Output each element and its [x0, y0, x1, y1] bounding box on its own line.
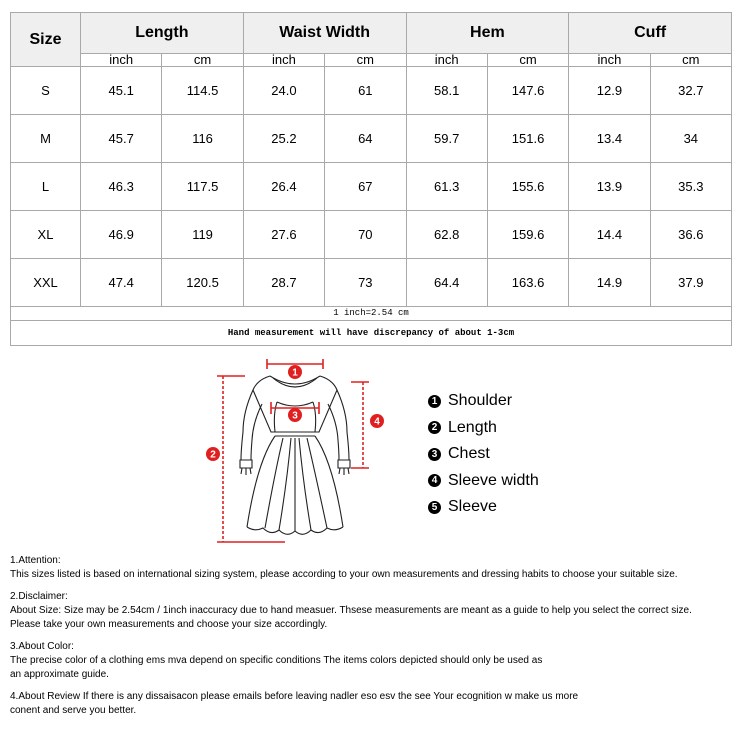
size-chart-table	[10, 12, 732, 346]
value-cell: 24.0	[243, 67, 324, 115]
value-cell: 46.3	[81, 163, 162, 211]
header-cuff: Cuff	[569, 13, 732, 54]
value-cell: 147.6	[487, 67, 568, 115]
note-about-color	[10, 640, 748, 682]
value-cell: 45.7	[81, 115, 162, 163]
legend-label: Chest	[448, 445, 490, 463]
value-cell: 58.1	[406, 67, 487, 115]
unit-cell: inch	[243, 54, 324, 67]
note-text: Please take your own measurements and choose your size accordingly.	[10, 619, 328, 630]
value-cell: 27.6	[243, 211, 324, 259]
unit-cell: inch	[569, 54, 650, 67]
unit-cell: cm	[650, 54, 731, 67]
marker-length	[206, 447, 220, 461]
measurement-legend	[428, 388, 539, 521]
dress-measurement-diagram	[205, 352, 400, 552]
value-cell: 119	[162, 211, 243, 259]
value-cell: 64	[325, 115, 406, 163]
note-text: 4.About Review If there is any dissaisacon please emails before leaving nadler eso esv the see Your ecognition w make us more	[10, 691, 579, 702]
size-cell: XL	[11, 211, 81, 259]
discrepancy-note-row	[11, 321, 732, 346]
value-cell: 116	[162, 115, 243, 163]
legend-item-sleeve	[428, 494, 539, 521]
size-cell: L	[11, 163, 81, 211]
marker-shoulder	[288, 365, 302, 379]
table-row	[11, 67, 732, 115]
value-cell: 12.9	[569, 67, 650, 115]
value-cell: 155.6	[487, 163, 568, 211]
table-row	[11, 115, 732, 163]
legend-label: Length	[448, 418, 497, 436]
unit-cell: cm	[162, 54, 243, 67]
value-cell: 47.4	[81, 259, 162, 307]
value-cell: 163.6	[487, 259, 568, 307]
size-cell: M	[11, 115, 81, 163]
legend-label: Sleeve width	[448, 471, 539, 489]
value-cell: 45.1	[81, 67, 162, 115]
value-cell: 34	[650, 115, 731, 163]
marker-chest	[288, 408, 302, 422]
value-cell: 61	[325, 67, 406, 115]
size-cell: S	[11, 67, 81, 115]
conversion-note: 1 inch=2.54 cm	[11, 307, 732, 321]
note-about-review	[10, 690, 748, 718]
note-text: an approximate guide.	[10, 669, 109, 680]
note-disclaimer	[10, 590, 748, 632]
unit-cell: inch	[406, 54, 487, 67]
note-title: 2.Disclaimer:	[10, 591, 68, 602]
note-text: The precise color of a clothing ems mva depend on specific conditions The items colors depicted should only be used as	[10, 655, 543, 666]
value-cell: 59.7	[406, 115, 487, 163]
legend-label: Shoulder	[448, 392, 513, 410]
table-row	[11, 259, 732, 307]
value-cell: 67	[325, 163, 406, 211]
header-length: Length	[81, 13, 244, 54]
value-cell: 35.3	[650, 163, 731, 211]
value-cell: 26.4	[243, 163, 324, 211]
legend-item-length	[428, 415, 539, 442]
legend-number-badge: 3	[428, 448, 441, 461]
legend-item-chest	[428, 441, 539, 468]
legend-number-badge: 2	[428, 421, 441, 434]
unit-cell: cm	[325, 54, 406, 67]
value-cell: 120.5	[162, 259, 243, 307]
value-cell: 13.4	[569, 115, 650, 163]
value-cell: 13.9	[569, 163, 650, 211]
note-title: 1.Attention:	[10, 555, 61, 566]
value-cell: 61.3	[406, 163, 487, 211]
value-cell: 46.9	[81, 211, 162, 259]
value-cell: 114.5	[162, 67, 243, 115]
marker-sleeve-width	[370, 414, 384, 428]
note-text: About Size: Size may be 2.54cm / 1inch inaccuracy due to hand measuer. Thsese measurements are meant as a guide to help you select the correct size.	[10, 605, 692, 616]
notes-section	[10, 554, 748, 726]
header-hem: Hem	[406, 13, 569, 54]
marker-4-label: 4	[374, 416, 380, 428]
value-cell: 37.9	[650, 259, 731, 307]
value-cell: 14.4	[569, 211, 650, 259]
marker-2-label: 2	[210, 449, 216, 461]
size-cell: XXL	[11, 259, 81, 307]
legend-label: Sleeve	[448, 498, 497, 516]
table-row	[11, 211, 732, 259]
marker-3-label: 3	[292, 410, 298, 422]
value-cell: 159.6	[487, 211, 568, 259]
legend-item-shoulder	[428, 388, 539, 415]
value-cell: 70	[325, 211, 406, 259]
legend-number-badge: 1	[428, 395, 441, 408]
note-text: conent and serve you better.	[10, 705, 137, 716]
table-header-row	[11, 13, 732, 54]
header-waist-width: Waist Width	[243, 13, 406, 54]
value-cell: 62.8	[406, 211, 487, 259]
note-title: 3.About Color:	[10, 641, 74, 652]
unit-cell: inch	[81, 54, 162, 67]
table-row	[11, 163, 732, 211]
legend-item-sleeve-width	[428, 468, 539, 495]
legend-number-badge: 5	[428, 501, 441, 514]
note-attention	[10, 554, 748, 582]
conversion-note-row	[11, 307, 732, 321]
value-cell: 32.7	[650, 67, 731, 115]
discrepancy-note: Hand measurement will have discrepancy of about 1-3cm	[11, 321, 732, 346]
value-cell: 14.9	[569, 259, 650, 307]
marker-1-label: 1	[292, 367, 298, 379]
unit-cell: cm	[487, 54, 568, 67]
value-cell: 28.7	[243, 259, 324, 307]
note-text: This sizes listed is based on international sizing system, please according to your own measurements and dressing habits to choose your suitable size.	[10, 569, 678, 580]
value-cell: 117.5	[162, 163, 243, 211]
legend-number-badge: 4	[428, 474, 441, 487]
value-cell: 73	[325, 259, 406, 307]
value-cell: 25.2	[243, 115, 324, 163]
value-cell: 151.6	[487, 115, 568, 163]
header-size: Size	[11, 13, 81, 67]
value-cell: 64.4	[406, 259, 487, 307]
value-cell: 36.6	[650, 211, 731, 259]
unit-row	[11, 54, 732, 67]
